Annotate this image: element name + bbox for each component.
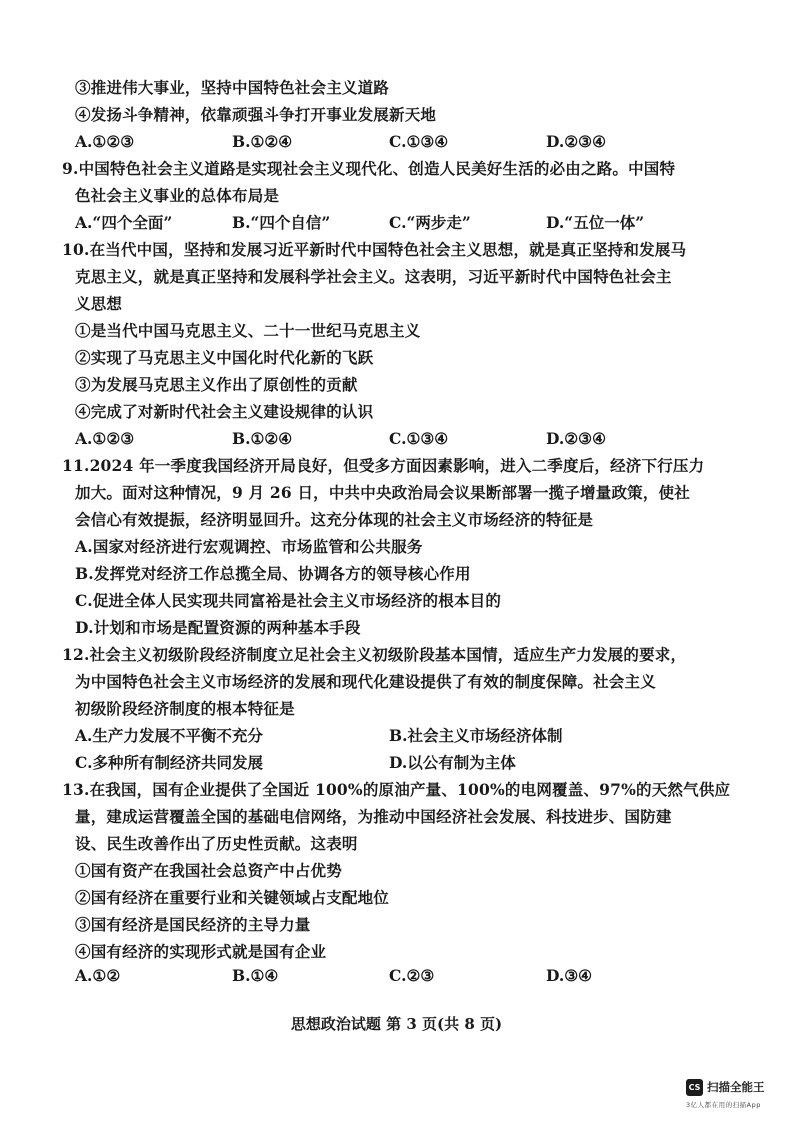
- q11-option-a: A.国家对经济进行宏观调控、市场监管和公共服务: [75, 537, 423, 556]
- q12-option-b: B.社会主义市场经济体制: [389, 726, 563, 745]
- q10-stem-line-1: 10.在当代中国，坚持和发展习近平新时代中国特色社会主义思想，就是真正坚持和发展马: [62, 240, 687, 259]
- q12-option-d: D.以公有制为主体: [389, 753, 516, 772]
- q13-statement-1: ①国有资产在我国社会总资产中占优势: [75, 861, 342, 880]
- q12-option-c: C.多种所有制经济共同发展: [75, 753, 263, 772]
- q9-stem-line-2: 色社会主义事业的总体布局是: [75, 186, 280, 205]
- q10-statement-1: ①是当代中国马克思主义、二十一世纪马克思主义: [75, 321, 421, 340]
- q10-option-c: C.①③④: [389, 429, 449, 448]
- q13-option-b: B.①④: [232, 966, 279, 985]
- q11-stem-line-1: 11.2024 年一季度我国经济开局良好，但受多方面因素影响，进入二季度后，经济下行压力: [62, 456, 705, 475]
- q13-option-a: A.①②: [75, 966, 121, 985]
- q12-option-a: A.生产力发展不平衡不充分: [75, 726, 263, 745]
- q10-option-a: A.①②③: [75, 429, 135, 448]
- q13-stem-line-2: 量，建成运营覆盖全国的基础电信网络，为推动中国经济社会发展、科技进步、国防建: [75, 807, 672, 826]
- q9-option-c: C.“两步走”: [389, 213, 471, 232]
- watermark-title: 扫描全能王: [707, 1080, 765, 1094]
- q9-option-b: B.“四个自信”: [232, 213, 331, 232]
- q13-statement-4: ④国有经济的实现形式就是国有企业: [75, 942, 327, 961]
- q8-option-a: A.①②③: [75, 132, 135, 151]
- q12-stem-line-1: 12.社会主义初级阶段经济制度立足社会主义初级阶段基本国情，适应生产力发展的要求，: [62, 645, 687, 664]
- q13-stem-line-1: 13.在我国，国有企业提供了全国近 100%的原油产量、100%的电网覆盖、97%的天然气供应: [62, 780, 731, 799]
- q10-option-d: D.②③④: [546, 429, 606, 448]
- camscanner-logo-icon: CS: [686, 1079, 703, 1096]
- q13-option-c: C.②③: [389, 966, 435, 985]
- q10-statement-2: ②实现了马克思主义中国化时代化新的飞跃: [75, 348, 374, 367]
- q9-option-a: A.“四个全面”: [75, 213, 173, 232]
- q8-statement-3: ③推进伟大事业，坚持中国特色社会主义道路: [75, 78, 390, 97]
- q10-statement-4: ④完成了对新时代社会主义建设规律的认识: [75, 402, 374, 421]
- page-footer: 思想政治试题 第 3 页(共 8 页): [290, 1015, 503, 1033]
- q13-statement-2: ②国有经济在重要行业和关键领域占支配地位: [75, 888, 390, 907]
- q8-option-c: C.①③④: [389, 132, 449, 151]
- q13-option-d: D.③④: [546, 966, 593, 985]
- q12-stem-line-3: 初级阶段经济制度的根本特征是: [75, 699, 295, 718]
- q13-statement-3: ③国有经济是国民经济的主导力量: [75, 915, 311, 934]
- scanner-watermark: [686, 1078, 791, 1120]
- q11-stem-line-2: 加大。面对这种情况，9 月 26 日，中共中央政治局会议果断部署一揽子增量政策，使社: [75, 483, 690, 502]
- q8-statement-4: ④发扬斗争精神，依靠顽强斗争打开事业发展新天地: [75, 105, 437, 124]
- q10-stem-line-3: 义思想: [75, 294, 123, 313]
- q8-option-b: B.①②④: [232, 132, 293, 151]
- watermark-subtitle: 3亿人都在用的扫描App: [686, 1101, 761, 1109]
- q11-option-c: C.促进全体人民实现共同富裕是社会主义市场经济的根本目的: [75, 591, 502, 610]
- q11-stem-line-3: 会信心有效提振，经济明显回升。这充分体现的社会主义市场经济的特征是: [75, 510, 594, 529]
- q13-stem-line-3: 设、民生改善作出了历史性贡献。这表明: [75, 834, 358, 853]
- q11-option-b: B.发挥党对经济工作总揽全局、协调各方的领导核心作用: [75, 564, 471, 583]
- q8-option-d: D.②③④: [546, 132, 606, 151]
- q10-option-b: B.①②④: [232, 429, 293, 448]
- q12-stem-line-2: 为中国特色社会主义市场经济的发展和现代化建设提供了有效的制度保障。社会主义: [75, 672, 656, 691]
- q10-statement-3: ③为发展马克思主义作出了原创性的贡献: [75, 375, 358, 394]
- q11-option-d: D.计划和市场是配置资源的两种基本手段: [75, 618, 361, 637]
- q10-stem-line-2: 克思主义，就是真正坚持和发展科学社会主义。这表明，习近平新时代中国特色社会主: [75, 267, 672, 286]
- q9-stem-line-1: 9.中国特色社会主义道路是实现社会主义现代化、创造人民美好生活的必由之路。中国特: [62, 159, 676, 178]
- q9-option-d: D.“五位一体”: [546, 213, 645, 232]
